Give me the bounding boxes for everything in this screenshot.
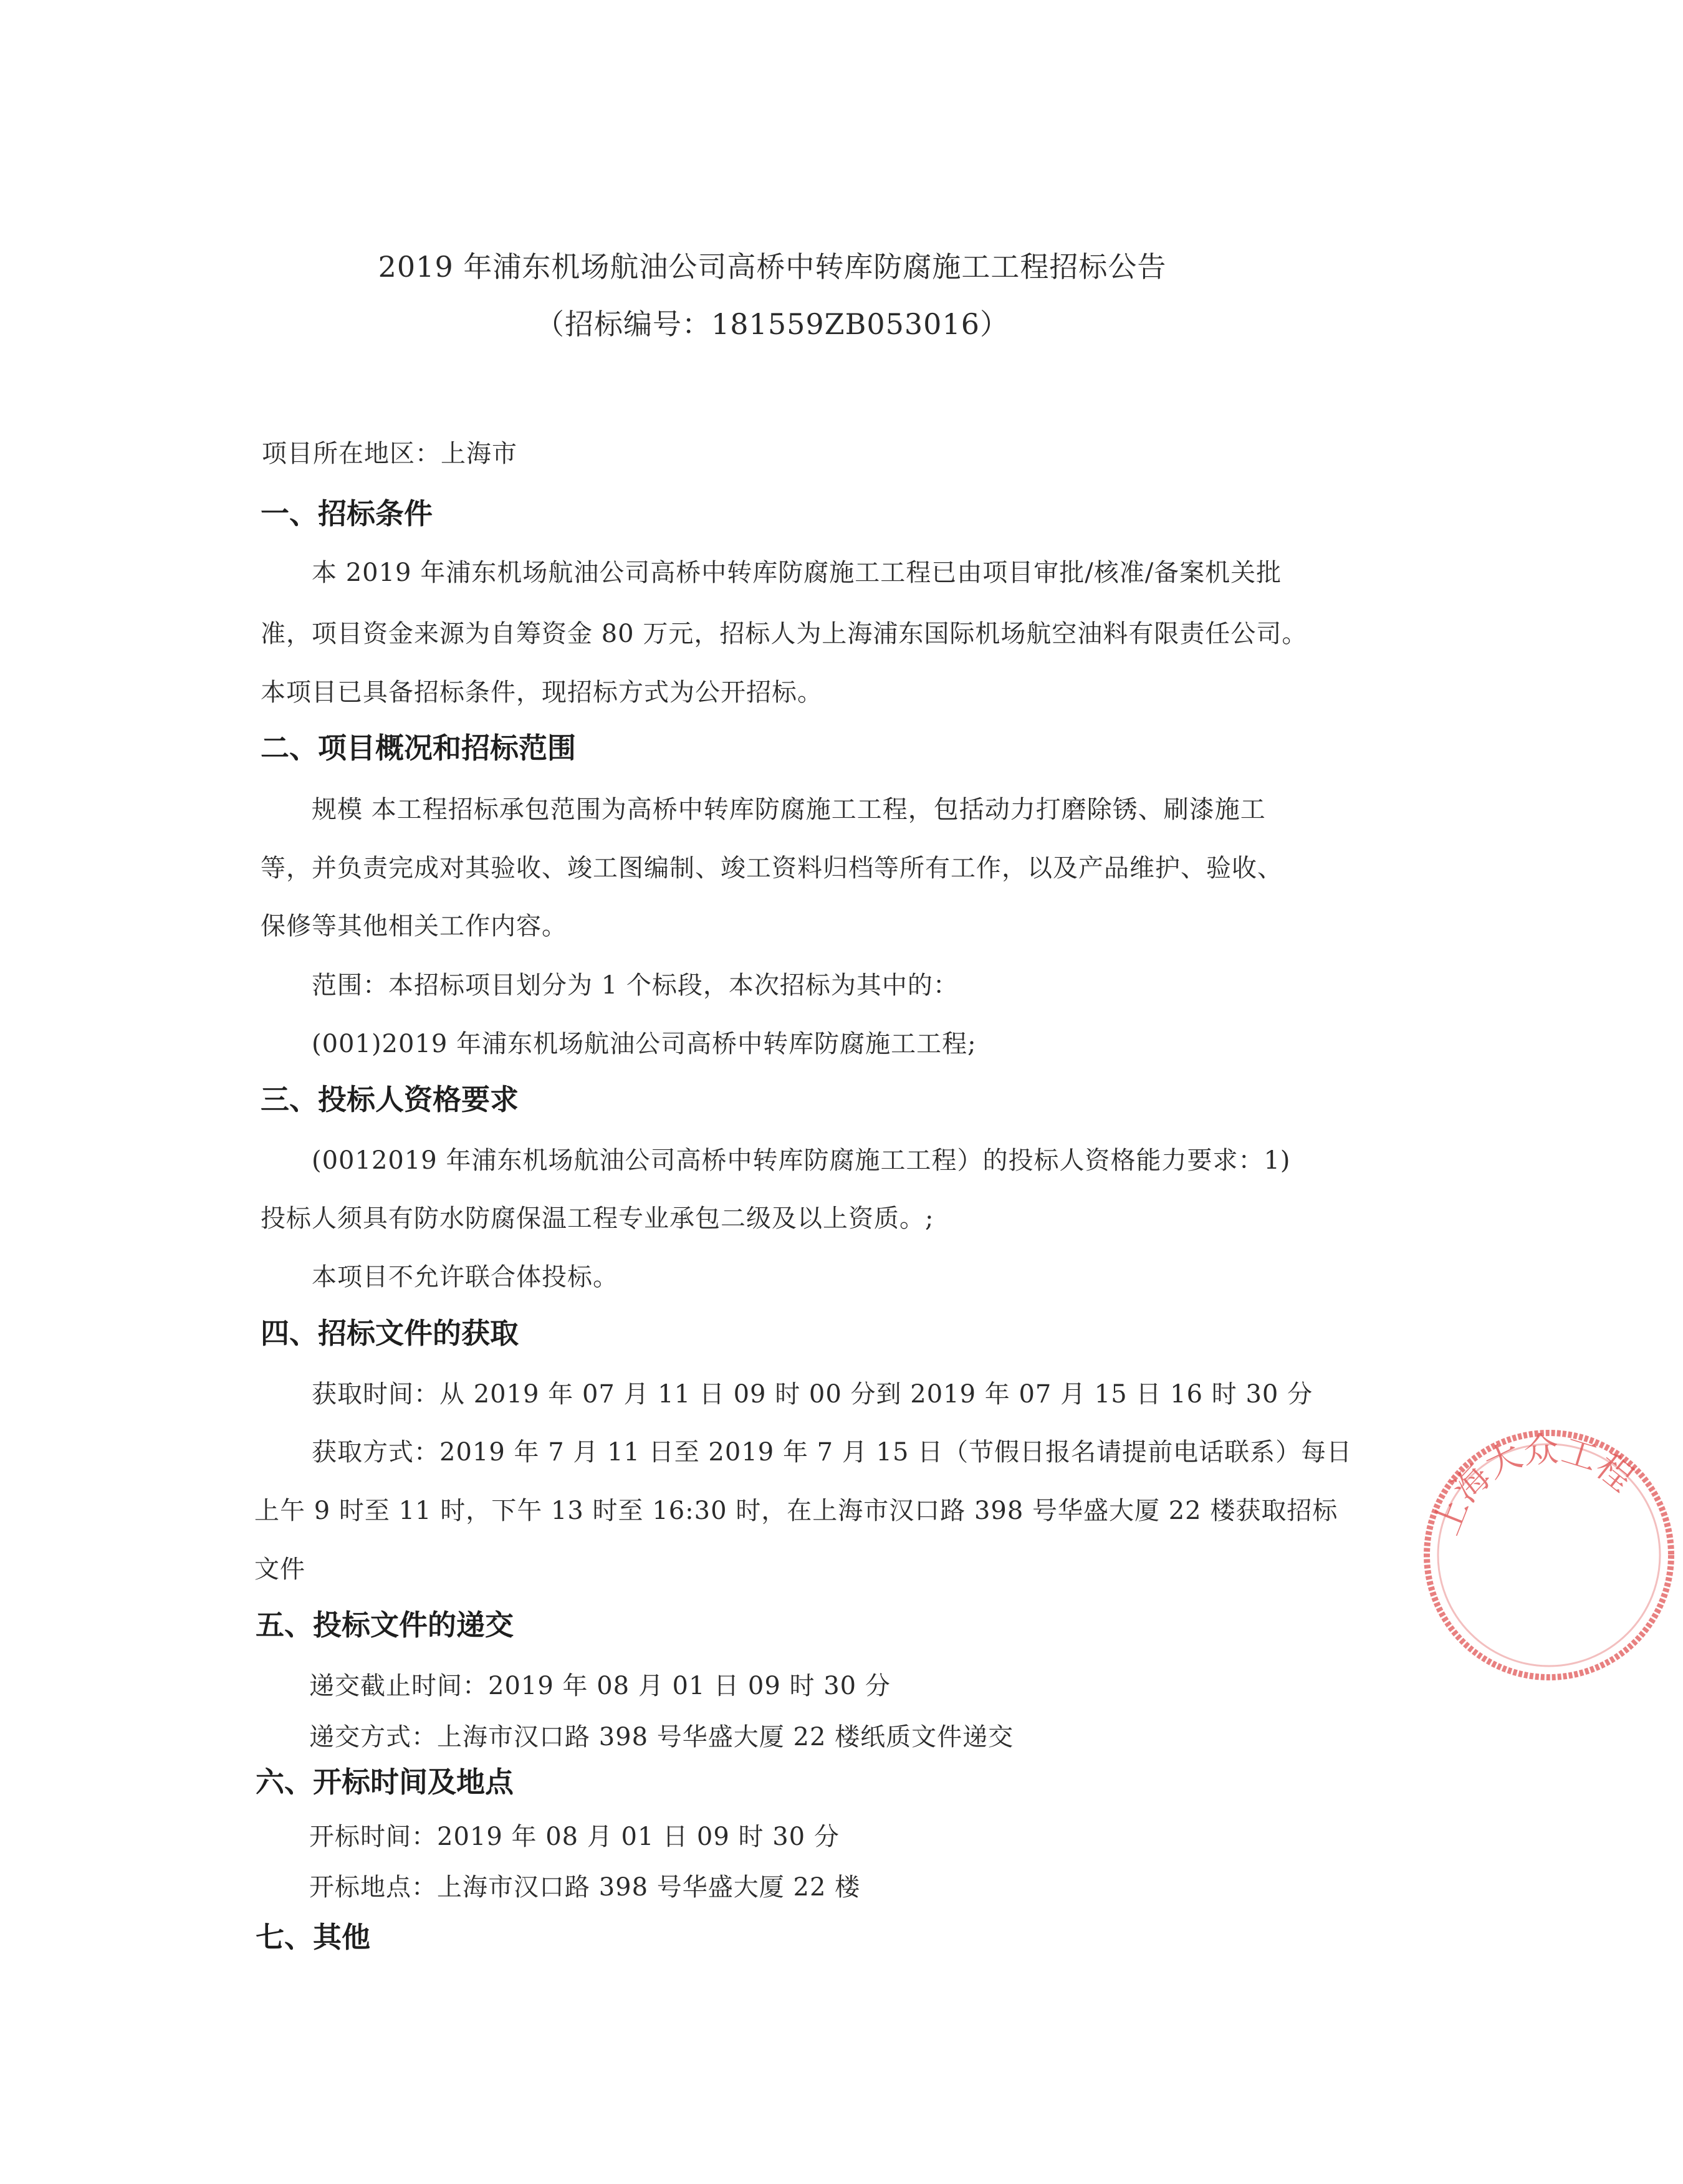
section-5-heading: 五、投标文件的递交 <box>256 1608 514 1642</box>
document-title: 2019 年浦东机场航油公司高桥中转库防腐施工工程招标公告 <box>378 250 1167 284</box>
section-7-heading: 七、其他 <box>256 1920 370 1954</box>
section-5-line-1: 递交截止时间：2019 年 08 月 01 日 09 时 30 分 <box>309 1672 891 1700</box>
section-4-line-2: 获取方式：2019 年 7 月 11 日至 2019 年 7 月 15 日（节假日报名请提前电话联系）每日 <box>312 1438 1353 1467</box>
section-3-line-3: 本项目不允许联合体投标。 <box>312 1263 618 1291</box>
section-5-line-2: 递交方式：上海市汉口路 398 号华盛大厦 22 楼纸质文件递交 <box>309 1723 1014 1751</box>
section-4-line-3: 上午 9 时至 11 时，下午 13 时至 16:30 时，在上海市汉口路 398 号华盛大厦 22 楼获取招标 <box>254 1497 1338 1525</box>
section-1-line-3: 本项目已具备招标条件，现招标方式为公开招标。 <box>261 678 823 707</box>
section-3-heading: 三、投标人资格要求 <box>261 1083 519 1116</box>
tender-code: （招标编号：181559ZB053016） <box>535 307 1009 341</box>
section-3-line-1: (0012019 年浦东机场航油公司高桥中转库防腐施工工程）的投标人资格能力要求：1) <box>312 1146 1291 1175</box>
section-1-line-1: 本 2019 年浦东机场航油公司高桥中转库防腐施工工程已由项目审批/核准/备案机关批 <box>312 558 1282 587</box>
section-2-line-4: 范围：本招标项目划分为 1 个标段，本次招标为其中的： <box>312 971 959 1000</box>
official-seal-stamp <box>1415 1421 1683 1689</box>
section-2-heading: 二、项目概况和招标范围 <box>261 731 576 765</box>
section-3-line-2: 投标人须具有防水防腐保温工程专业承包二级及以上资质。; <box>261 1204 934 1233</box>
section-2-line-1: 规模 本工程招标承包范围为高桥中转库防腐施工工程，包括动力打磨除锈、刷漆施工 <box>312 795 1266 824</box>
section-6-heading: 六、开标时间及地点 <box>256 1765 514 1799</box>
section-1-heading: 一、招标条件 <box>261 497 433 530</box>
section-2-line-3: 保修等其他相关工作内容。 <box>261 912 567 941</box>
seal-text: 上海大众工程 <box>1426 1429 1641 1541</box>
section-6-line-2: 开标地点：上海市汉口路 398 号华盛大厦 22 楼 <box>309 1873 861 1902</box>
section-1-line-2: 准，项目资金来源为自筹资金 80 万元，招标人为上海浦东国际机场航空油料有限责任公司。 <box>261 620 1308 648</box>
section-6-line-1: 开标时间：2019 年 08 月 01 日 09 时 30 分 <box>309 1822 840 1851</box>
section-4-heading: 四、招标文件的获取 <box>261 1316 519 1350</box>
project-region: 项目所在地区：上海市 <box>262 439 517 468</box>
section-4-line-1: 获取时间：从 2019 年 07 月 11 日 09 时 00 分到 2019 年 07 月 15 日 16 时 30 分 <box>312 1380 1313 1409</box>
section-2-line-2: 等，并负责完成对其验收、竣工图编制、竣工资料归档等所有工作，以及产品维护、验收、 <box>261 854 1283 883</box>
section-2-line-5: (001)2019 年浦东机场航油公司高桥中转库防腐施工工程; <box>312 1030 977 1058</box>
section-4-line-4: 文件 <box>254 1555 305 1584</box>
